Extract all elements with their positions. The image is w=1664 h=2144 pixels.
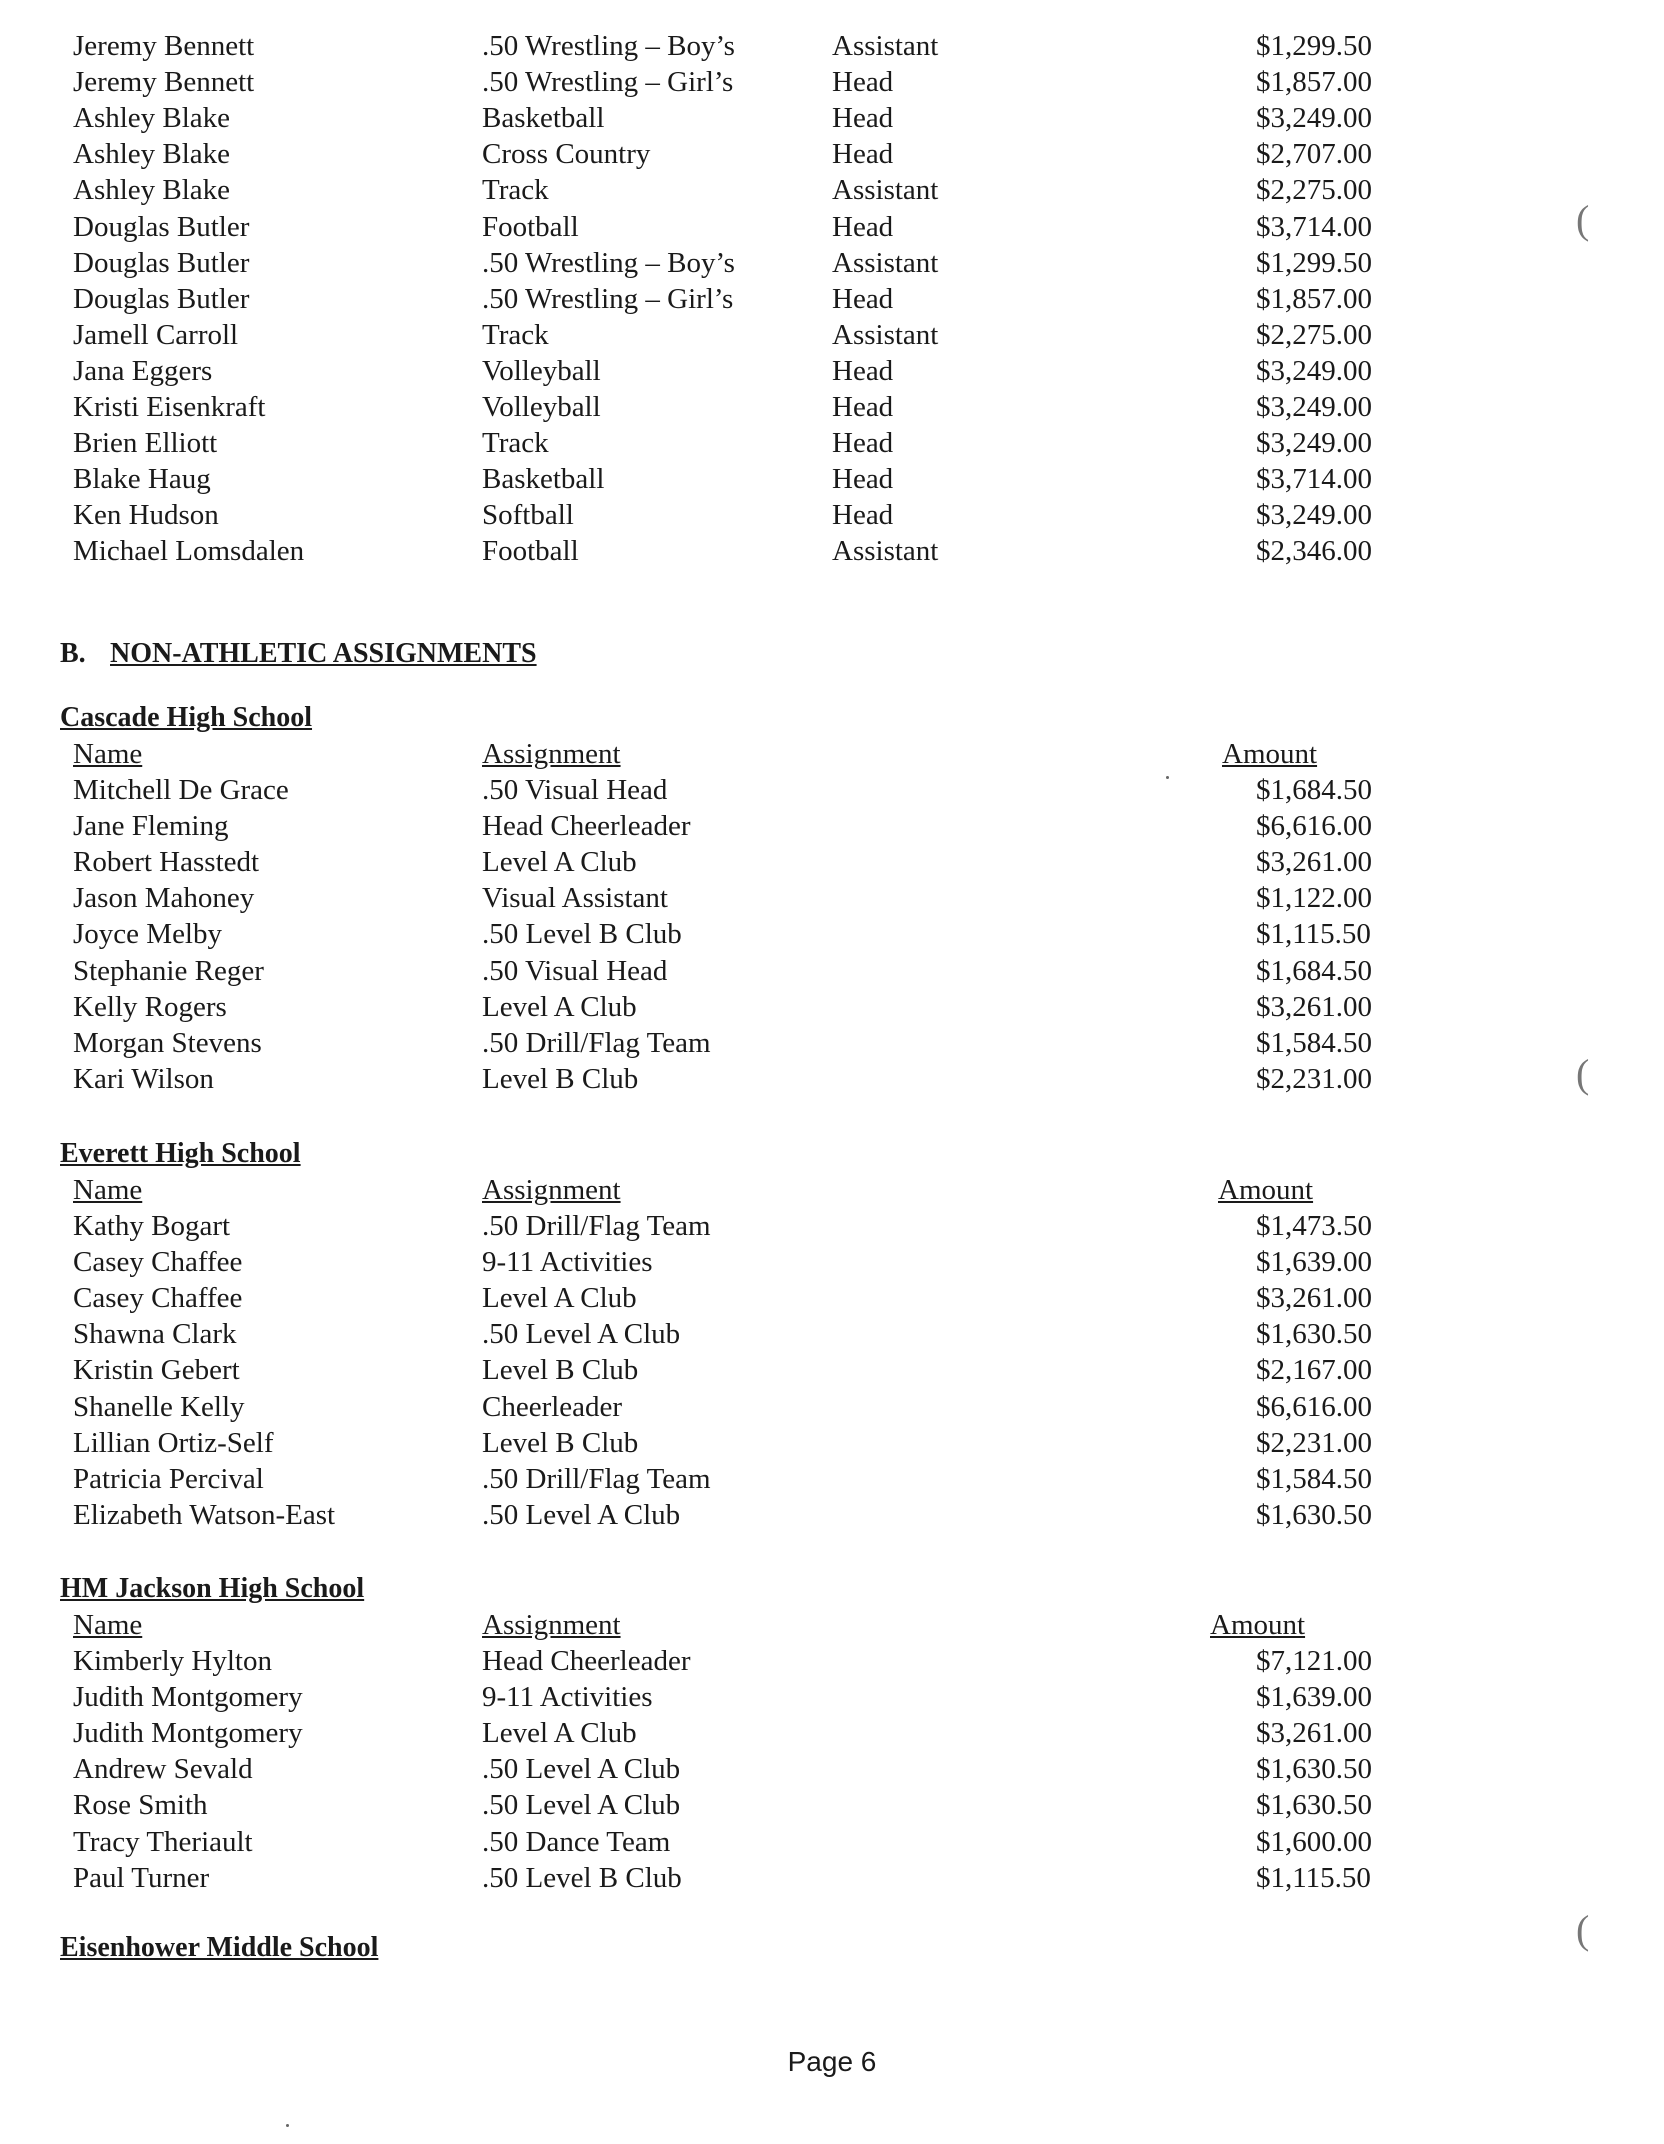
- amount: $3,714.00: [1256, 463, 1372, 496]
- role: Head: [832, 210, 894, 243]
- coach-name: Michael Lomsdalen: [73, 535, 305, 568]
- person-name: Kristin Gebert: [73, 1354, 240, 1387]
- table-row: [0, 317, 1664, 353]
- column-headers: [0, 1607, 1664, 1643]
- amount: $2,346.00: [1256, 535, 1372, 568]
- coach-name: Kristi Eisenkraft: [73, 391, 266, 423]
- header-amount: Amount: [1218, 1174, 1314, 1206]
- amount: $3,261.00: [1256, 1717, 1372, 1750]
- amount: $1,115.50: [1256, 918, 1371, 951]
- assignment: Level B Club: [482, 1062, 639, 1095]
- header-name: Name: [73, 1609, 143, 1641]
- person-name: Kari Wilson: [73, 1062, 214, 1095]
- amount: $1,299.50: [1256, 30, 1372, 62]
- coach-name: Douglas Butler: [73, 210, 250, 243]
- sport: .50 Wrestling – Boy’s: [482, 30, 735, 62]
- table-row: [0, 1679, 1664, 1715]
- amount: $1,684.50: [1256, 774, 1372, 806]
- amount: $2,707.00: [1256, 138, 1372, 171]
- table-row: [0, 136, 1664, 172]
- amount: $1,857.00: [1256, 66, 1372, 99]
- table-row: [0, 28, 1664, 64]
- sport: Track: [482, 427, 549, 460]
- table-row: [0, 953, 1664, 989]
- sport: .50 Wrestling – Boy’s: [482, 246, 735, 279]
- coach-name: Blake Haug: [73, 463, 211, 496]
- coach-name: Jeremy Bennett: [73, 66, 255, 99]
- scan-dot: [1166, 776, 1169, 779]
- amount: $1,684.50: [1256, 954, 1372, 987]
- section-title: NON-ATHLETIC ASSIGNMENTS: [110, 638, 537, 669]
- assignment: .50 Dance Team: [482, 1825, 671, 1858]
- assignment: Head Cheerleader: [482, 1645, 691, 1677]
- person-name: Casey Chaffee: [73, 1246, 243, 1279]
- table-row: [0, 916, 1664, 952]
- role: Assistant: [832, 246, 939, 279]
- amount: $2,275.00: [1256, 174, 1372, 207]
- amount: $3,261.00: [1256, 1282, 1372, 1315]
- amount: $2,231.00: [1256, 1062, 1372, 1095]
- table-row: [0, 1025, 1664, 1061]
- person-name: Jane Fleming: [73, 810, 229, 843]
- coach-name: Douglas Butler: [73, 282, 250, 315]
- header-assignment: Assignment: [482, 738, 621, 770]
- assignment: 9-11 Activities: [482, 1246, 653, 1279]
- table-row: [0, 1208, 1664, 1244]
- person-name: Mitchell De Grace: [73, 774, 289, 806]
- assignment: Level B Club: [482, 1354, 639, 1387]
- table-row: [0, 100, 1664, 136]
- person-name: Kelly Rogers: [73, 990, 227, 1023]
- assignment: Level A Club: [482, 1717, 637, 1750]
- coach-name: Ashley Blake: [73, 138, 231, 171]
- table-row: [0, 461, 1664, 497]
- sport: .50 Wrestling – Girl’s: [482, 66, 734, 99]
- amount: $2,275.00: [1256, 318, 1372, 351]
- amount: $1,600.00: [1256, 1825, 1372, 1858]
- person-name: Patricia Percival: [73, 1462, 264, 1495]
- header-assignment: Assignment: [482, 1174, 621, 1206]
- header-amount: Amount: [1222, 738, 1318, 770]
- role: Head: [832, 66, 894, 99]
- person-name: Andrew Sevald: [73, 1753, 253, 1786]
- table-row: [0, 1389, 1664, 1425]
- amount: $3,249.00: [1256, 391, 1372, 423]
- sport: .50 Wrestling – Girl’s: [482, 282, 734, 315]
- person-name: Judith Montgomery: [73, 1717, 303, 1750]
- amount: $1,630.50: [1256, 1789, 1372, 1822]
- coach-name: Douglas Butler: [73, 246, 250, 279]
- assignment: .50 Drill/Flag Team: [482, 1462, 711, 1495]
- role: Head: [832, 138, 894, 171]
- table-row: [0, 497, 1664, 533]
- sport: Football: [482, 210, 579, 243]
- table-row: [0, 1280, 1664, 1316]
- amount: $1,639.00: [1256, 1246, 1372, 1279]
- table-row: [0, 1061, 1664, 1097]
- table-row: [0, 844, 1664, 880]
- table-row: [0, 245, 1664, 281]
- person-name: Elizabeth Watson-East: [73, 1498, 336, 1531]
- amount: $3,249.00: [1256, 499, 1372, 532]
- assignment: .50 Visual Head: [482, 774, 668, 806]
- person-name: Lillian Ortiz-Self: [73, 1426, 274, 1459]
- header-amount: Amount: [1210, 1609, 1306, 1641]
- table-row: [0, 64, 1664, 100]
- amount: $1,584.50: [1256, 1462, 1372, 1495]
- sport: Volleyball: [482, 391, 601, 423]
- table-row: [0, 389, 1664, 425]
- amount: $3,261.00: [1256, 990, 1372, 1023]
- amount: $3,249.00: [1256, 427, 1372, 460]
- sport: Track: [482, 174, 549, 207]
- table-row: [0, 425, 1664, 461]
- role: Assistant: [832, 30, 939, 62]
- assignment: .50 Level A Club: [482, 1318, 681, 1351]
- amount: $1,630.50: [1256, 1753, 1372, 1786]
- role: Head: [832, 282, 894, 315]
- amount: $1,630.50: [1256, 1318, 1372, 1351]
- role: Assistant: [832, 174, 939, 207]
- table-row: [0, 533, 1664, 569]
- coach-name: Jana Eggers: [73, 354, 213, 387]
- role: Assistant: [832, 535, 939, 568]
- header-assignment: Assignment: [482, 1609, 621, 1641]
- role: Head: [832, 391, 894, 423]
- amount: $1,857.00: [1256, 282, 1372, 315]
- amount: $1,639.00: [1256, 1681, 1372, 1714]
- amount: $3,261.00: [1256, 846, 1372, 879]
- sport: Track: [482, 318, 549, 351]
- amount: $6,616.00: [1256, 1390, 1372, 1423]
- coach-name: Brien Elliott: [73, 427, 218, 460]
- table-row: [0, 1461, 1664, 1497]
- table-row: [0, 1425, 1664, 1461]
- assignment: Visual Assistant: [482, 882, 668, 915]
- assignment: Level B Club: [482, 1426, 639, 1459]
- header-name: Name: [73, 738, 143, 770]
- person-name: Joyce Melby: [73, 918, 222, 951]
- table-row: [0, 1316, 1664, 1352]
- sport: Cross Country: [482, 138, 651, 171]
- section-b-heading: [60, 636, 537, 672]
- assignment: Level A Club: [482, 1282, 637, 1315]
- table-row: [0, 1787, 1664, 1823]
- amount: $3,249.00: [1256, 354, 1372, 387]
- assignment: Cheerleader: [482, 1390, 623, 1423]
- role: Head: [832, 463, 894, 496]
- column-headers: [0, 1172, 1664, 1208]
- assignment: .50 Level B Club: [482, 1861, 682, 1894]
- scan-mark: (: [1576, 1051, 1590, 1096]
- amount: $1,122.00: [1256, 882, 1372, 915]
- person-name: Jason Mahoney: [73, 882, 255, 915]
- amount: $7,121.00: [1256, 1645, 1372, 1677]
- assignment: .50 Drill/Flag Team: [482, 1026, 711, 1059]
- table-row: [0, 772, 1664, 808]
- table-row: [0, 281, 1664, 317]
- amount: $3,714.00: [1256, 210, 1372, 243]
- school-name: Everett High School: [60, 1138, 301, 1169]
- person-name: Morgan Stevens: [73, 1026, 262, 1059]
- amount: $2,231.00: [1256, 1426, 1372, 1459]
- scan-mark: (: [1576, 197, 1590, 242]
- table-row: [0, 172, 1664, 208]
- scan-dot: [286, 2124, 289, 2127]
- person-name: Shawna Clark: [73, 1318, 237, 1351]
- person-name: Rose Smith: [73, 1789, 208, 1822]
- school-name: Eisenhower Middle School: [60, 1932, 379, 1963]
- role: Head: [832, 427, 894, 460]
- assignment: .50 Level A Club: [482, 1789, 681, 1822]
- sport: Volleyball: [482, 354, 601, 387]
- person-name: Judith Montgomery: [73, 1681, 303, 1714]
- person-name: Robert Hasstedt: [73, 846, 260, 879]
- assignment: 9-11 Activities: [482, 1681, 653, 1714]
- coach-name: Ashley Blake: [73, 174, 231, 207]
- coach-name: Jeremy Bennett: [73, 30, 255, 62]
- role: Head: [832, 102, 894, 135]
- assignment: Head Cheerleader: [482, 810, 691, 843]
- amount: $1,299.50: [1256, 246, 1372, 279]
- person-name: Casey Chaffee: [73, 1282, 243, 1315]
- coach-name: Jamell Carroll: [73, 318, 239, 351]
- school-name: Cascade High School: [60, 702, 313, 733]
- role: Head: [832, 499, 894, 532]
- assignment: .50 Level A Club: [482, 1753, 681, 1786]
- table-row: [0, 880, 1664, 916]
- amount: $1,473.50: [1256, 1210, 1372, 1242]
- sport: Softball: [482, 499, 574, 532]
- coach-name: Ken Hudson: [73, 499, 219, 532]
- person-name: Tracy Theriault: [73, 1825, 253, 1858]
- table-row: [0, 808, 1664, 844]
- assignment: Level A Club: [482, 990, 637, 1023]
- person-name: Shanelle Kelly: [73, 1390, 245, 1423]
- person-name: Stephanie Reger: [73, 954, 264, 987]
- table-row: [0, 1860, 1664, 1896]
- assignment: .50 Drill/Flag Team: [482, 1210, 711, 1242]
- header-name: Name: [73, 1174, 143, 1206]
- table-row: [0, 1643, 1664, 1679]
- page-number: Page 6: [787, 2046, 877, 2077]
- school-name: HM Jackson High School: [60, 1573, 365, 1604]
- assignment: .50 Level A Club: [482, 1498, 681, 1531]
- table-row: [0, 1352, 1664, 1388]
- person-name: Paul Turner: [73, 1861, 210, 1894]
- role: Assistant: [832, 318, 939, 351]
- section-letter: B.: [60, 638, 86, 669]
- sport: Basketball: [482, 463, 605, 496]
- table-row: [0, 1497, 1664, 1533]
- table-row: [0, 1244, 1664, 1280]
- table-row: [0, 353, 1664, 389]
- table-row: [0, 1715, 1664, 1751]
- sport: Basketball: [482, 102, 605, 135]
- assignment: .50 Level B Club: [482, 918, 682, 951]
- assignment: .50 Visual Head: [482, 954, 668, 987]
- table-row: [0, 1751, 1664, 1787]
- sport: Football: [482, 535, 579, 568]
- person-name: Kathy Bogart: [73, 1210, 231, 1242]
- amount: $2,167.00: [1256, 1354, 1372, 1387]
- assignment: Level A Club: [482, 846, 637, 879]
- scan-mark: (: [1576, 1907, 1590, 1952]
- column-headers: [0, 736, 1664, 772]
- table-row: [0, 209, 1664, 245]
- person-name: Kimberly Hylton: [73, 1645, 272, 1677]
- coach-name: Ashley Blake: [73, 102, 231, 135]
- amount: $1,115.50: [1256, 1861, 1371, 1894]
- amount: $6,616.00: [1256, 810, 1372, 843]
- table-row: [0, 989, 1664, 1025]
- amount: $1,584.50: [1256, 1026, 1372, 1059]
- amount: $3,249.00: [1256, 102, 1372, 135]
- amount: $1,630.50: [1256, 1498, 1372, 1531]
- role: Head: [832, 354, 894, 387]
- table-row: [0, 1824, 1664, 1860]
